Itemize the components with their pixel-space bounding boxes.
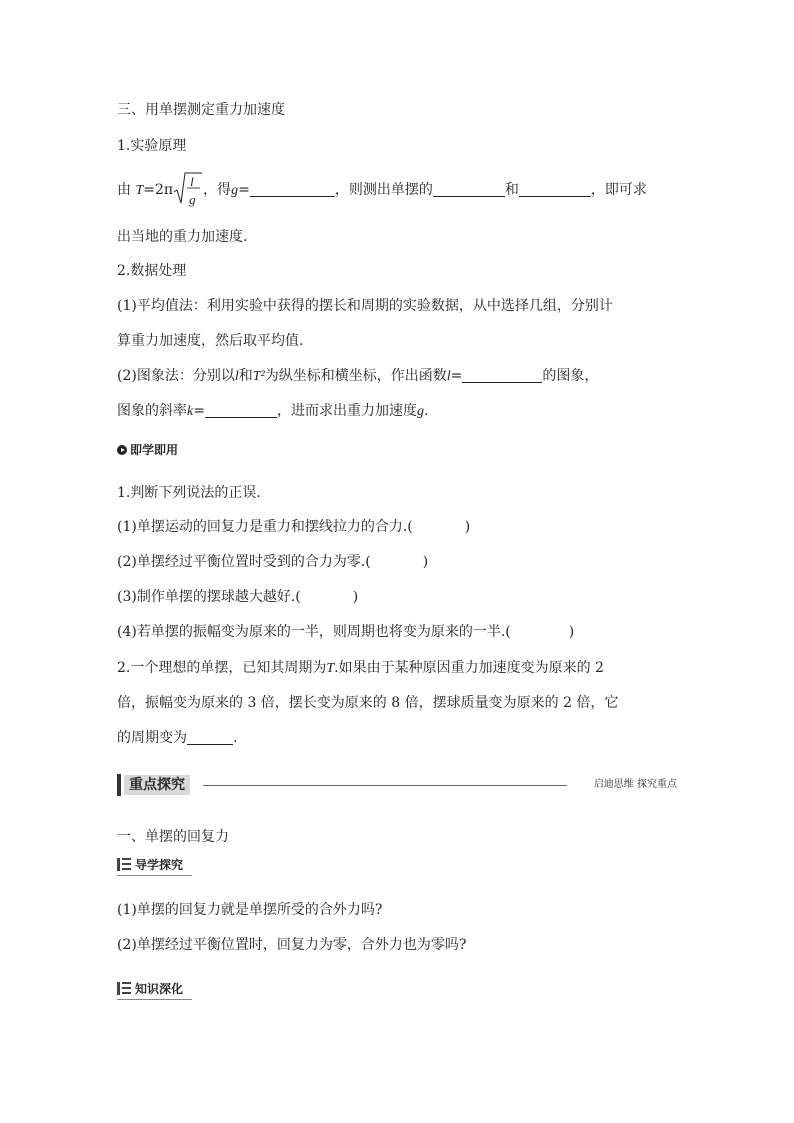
play-circle-icon [117,445,127,455]
practice-q2-line1 [117,659,604,678]
principle-line2: 出当地的重力加速度. [117,229,248,245]
graph-text-b: 和 [238,368,253,384]
blank-function[interactable] [462,368,542,383]
slope-line [117,402,428,421]
principle-formula-line [117,170,647,206]
q2-text-b: .如果由于某种原因重力加速度变为原来的 2 [334,660,604,676]
practice-label [117,441,178,459]
slope-g: g [416,404,424,419]
principle-mid5: ，即可求 [590,182,647,198]
q1-2-close: ) [422,554,429,570]
principle-g: g [231,183,239,198]
part1-q2: (2)单摆经过平衡位置时，回复力为零，合外力也为零吗? [117,937,467,953]
principle-mid3: ，则测出单摆的 [334,182,433,198]
blank-new-period[interactable] [187,730,233,745]
knowledge-underline [117,999,192,1000]
part1-title: 一、单摆的回复力 [117,829,229,845]
q1-4-text: (4)若单摆的振幅变为原来的一半，则周期也将变为原来的一半.( [117,624,511,640]
practice-q1-1 [117,518,470,536]
graph-text-c: 为纵坐标和横坐标，作出函数 [264,368,447,384]
principle-mid4: 和 [504,182,519,198]
sqrt-sign-icon [173,170,203,206]
slope-text-a: 图象的斜率 [117,403,187,419]
practice-q1-2 [117,553,428,571]
guide-underline [117,875,192,876]
blank-length[interactable] [433,182,505,197]
sqrt-fraction [173,170,203,206]
section-header [117,774,677,796]
principle-prefix: 由 [117,182,131,198]
principle-eq: = [238,182,250,198]
q2-line3-text: 的周期变为 [117,730,187,746]
blank-slope[interactable] [205,403,277,418]
section-bar [117,774,121,796]
frac-denominator: g [189,192,196,207]
q2-line3-end: . [233,730,238,746]
q1-2-text: (2)单摆经过平衡位置时受到的合力为零.( [117,554,371,570]
guide-label: 导学探究 [135,858,184,872]
graph-l2: l [446,369,451,384]
section-rule [203,785,567,786]
graph-line [117,367,598,386]
formula-eq: =2π [143,182,174,198]
graph-text-e: 的图象， [542,368,599,384]
q1-1-text: (1)单摆运动的回复力是重力和摆线拉力的合力.( [117,519,413,535]
knowledge-label: 知识深化 [135,982,184,996]
frac-numerator: l [190,174,194,189]
avg-line1: (1)平均值法：利用实验中获得的摆长和周期的实验数据，从中选择几组，分别计 [117,298,613,314]
blank-period[interactable] [519,182,591,197]
principle-heading: 1.实验原理 [117,138,187,154]
q1-3-text: (3)制作单摆的摆球越大越好.( [117,589,301,605]
graph-text-a: (2)图象法：分别以 [117,368,235,384]
principle-mid1: ，得 [203,182,232,198]
part1-q1: (1)单摆的回复力就是单摆所受的合外力吗? [117,902,383,918]
slope-k: k [187,404,194,419]
graph-eq: = [450,368,463,384]
practice-q1-3 [117,588,358,606]
slope-period: . [423,403,429,419]
data-heading: 2.数据处理 [117,263,187,279]
q2-text-a: 2.一个理想的单摆，已知其周期为 [117,660,327,676]
section-title: 重点探究 [124,775,190,795]
list-icon [117,982,131,995]
section3-title: 三、用单摆测定重力加速度 [117,102,285,118]
formula-T: T [135,183,144,198]
practice-q2-line2: 倍，振幅变为原来的 3 倍，摆长变为原来的 8 倍，摆球质量变为原来的 2 倍，它 [117,695,619,711]
graph-T2: T² [252,369,265,384]
q1-4-close: ) [568,624,575,640]
avg-line2: 算重力加速度，然后取平均值. [117,333,304,349]
practice-q1-4 [117,623,574,641]
section-subtitle: 启迪思维 探究重点 [593,779,677,790]
practice-q2-line3 [117,729,237,747]
blank-g-formula[interactable] [250,182,335,197]
practice-q1: 1.判断下列说法的正误. [117,485,261,501]
q2-T: T [326,661,335,676]
list-icon [117,858,131,871]
q1-1-close: ) [464,519,471,535]
practice-label-text: 即学即用 [130,443,179,457]
slope-eq: = [193,403,205,419]
slope-text-c: ，进而求出重力加速度 [276,403,417,419]
q1-3-close: ) [352,589,359,605]
graph-l: l [234,369,239,384]
